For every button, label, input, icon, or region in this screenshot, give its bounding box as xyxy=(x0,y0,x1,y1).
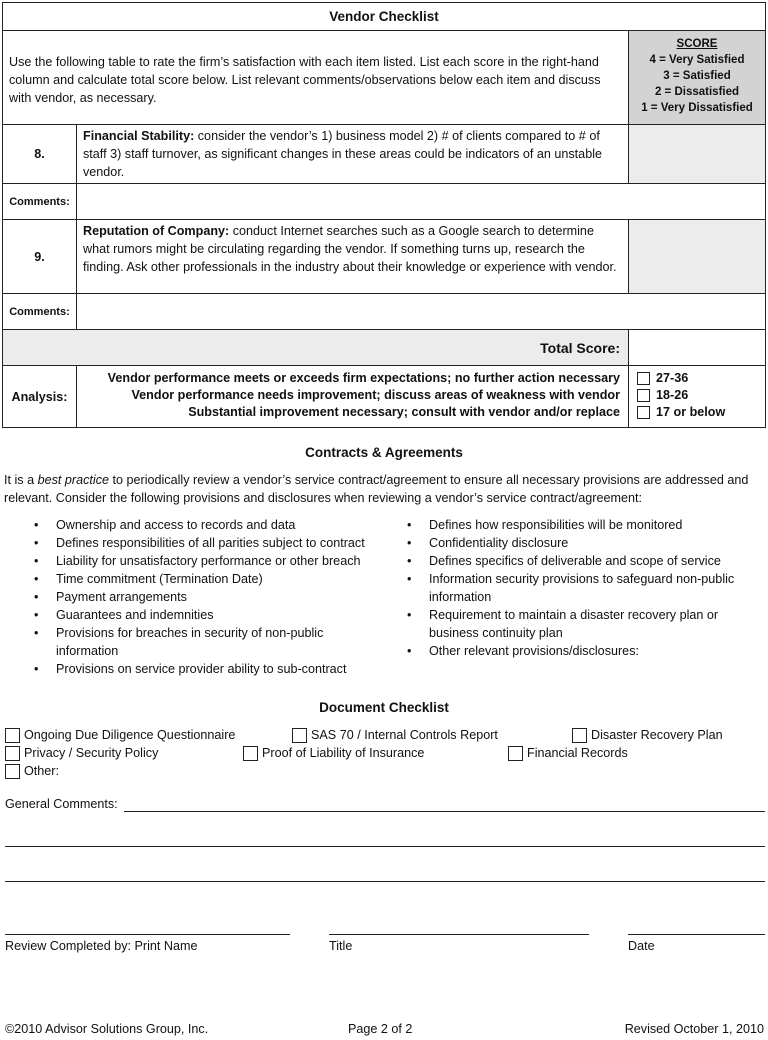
doc-checkbox-item[interactable] xyxy=(5,744,158,762)
vendor-checklist-title: Vendor Checklist xyxy=(3,3,766,31)
checkbox[interactable] xyxy=(637,389,650,402)
item-text: conduct Internet searches such as a Google search to determine what rumors might be circulating regarding the vendor. If something turns up, research the finding. Ask other professionals in the industry about their knowledge or experience with vendor. xyxy=(83,224,617,274)
item-heading: Reputation of Company: xyxy=(83,224,230,238)
doc-checkbox-item[interactable] xyxy=(292,726,498,744)
checkbox[interactable] xyxy=(243,746,258,761)
range-option[interactable] xyxy=(637,404,765,421)
checkbox[interactable] xyxy=(292,728,307,743)
score-heading: SCORE xyxy=(676,38,718,50)
range-label: 18-26 xyxy=(656,388,689,402)
list-item: • Other relevant provisions/disclosures: xyxy=(405,642,765,660)
analysis-label: Analysis: xyxy=(3,366,77,428)
list-item: • Requirement to maintain a disaster recovery plan or business continuity plan xyxy=(405,606,765,642)
general-comments-line[interactable] xyxy=(5,846,765,847)
list-item: • Defines how responsibilities will be monitored xyxy=(405,516,765,534)
best-practice-emphasis: best practice xyxy=(37,473,109,487)
list-item: • Payment arrangements xyxy=(32,588,392,606)
analysis-line: Vendor performance needs improvement; discuss areas of weakness with vendor xyxy=(131,388,620,402)
doc-label: Other: xyxy=(24,764,59,778)
print-name-label: Review Completed by: Print Name xyxy=(5,939,198,953)
analysis-line: Substantial improvement necessary; consult with vendor and/or replace xyxy=(188,405,620,419)
footer-copyright: ©2010 Advisor Solutions Group, Inc. xyxy=(5,1022,209,1036)
contracts-paragraph: It is a best practice to periodically review a vendor’s service contract/agreement to ensure all necessary provisions are addressed and relevant. Consider the following provisions and disclosures when reviewing a vendor’s service contract/agreement: xyxy=(4,473,749,505)
checkbox[interactable] xyxy=(5,728,20,743)
analysis-ranges xyxy=(629,366,766,428)
footer-page-number: Page 2 of 2 xyxy=(348,1022,413,1036)
doc-checkbox-item[interactable] xyxy=(508,744,628,762)
list-item: • Defines specifics of deliverable and scope of service xyxy=(405,552,765,570)
doc-checkbox-item[interactable] xyxy=(5,762,59,780)
date-label: Date xyxy=(628,939,655,953)
list-item: • Guarantees and indemnities xyxy=(32,606,392,624)
intro-text: Use the following table to rate the firm’s satisfaction with each item listed. List each score in the right-hand column and calculate total score below. List relevant comments/observations below each item and discuss with vendor, as necessary. xyxy=(3,31,629,125)
score-line: 1 = Very Dissatisfied xyxy=(641,102,753,114)
doc-label: Proof of Liability of Insurance xyxy=(262,746,425,760)
checkbox[interactable] xyxy=(5,746,20,761)
item-description xyxy=(77,220,629,294)
date-line[interactable] xyxy=(628,934,765,935)
contracts-left-list xyxy=(32,516,392,678)
list-item: • Confidentiality disclosure xyxy=(405,534,765,552)
analysis-lines xyxy=(77,366,629,428)
list-item: • Provisions for breaches in security of non-public information xyxy=(32,624,392,660)
list-item: • Information security provisions to safeguard non-public information xyxy=(405,570,765,606)
checkbox[interactable] xyxy=(5,764,20,779)
general-comments-line[interactable] xyxy=(5,881,765,882)
score-legend xyxy=(629,31,766,125)
item-number: 9. xyxy=(3,220,77,294)
general-comments-line[interactable] xyxy=(124,811,765,812)
comments-field[interactable] xyxy=(77,184,766,220)
score-entry-cell[interactable] xyxy=(629,220,766,294)
comments-label: Comments: xyxy=(3,184,77,220)
item-text: consider the vendor’s 1) business model 2) # of clients compared to # of staff 3) staff turnover, as significant changes in these areas could be indicators of an unstable vendor. xyxy=(83,129,602,179)
doc-label: Ongoing Due Diligence Questionnaire xyxy=(24,728,236,742)
comments-field[interactable] xyxy=(77,294,766,330)
checkbox[interactable] xyxy=(637,372,650,385)
document-checklist-title: Document Checklist xyxy=(319,700,449,715)
doc-label: Disaster Recovery Plan xyxy=(591,728,723,742)
print-name-line[interactable] xyxy=(5,934,290,935)
doc-checkbox-item[interactable] xyxy=(243,744,424,762)
doc-checkbox-item[interactable] xyxy=(572,726,723,744)
doc-label: Privacy / Security Policy xyxy=(24,746,159,760)
title-line[interactable] xyxy=(329,934,589,935)
list-item: • Defines responsibilities of all parities subject to contract xyxy=(32,534,392,552)
item-description xyxy=(77,125,629,184)
range-option[interactable] xyxy=(637,370,765,387)
title-label: Title xyxy=(329,939,353,953)
list-item: • Liability for unsatisfactory performance or other breach xyxy=(32,552,392,570)
contracts-right-list xyxy=(405,516,765,660)
range-label: 27-36 xyxy=(656,371,689,385)
item-heading: Financial Stability: xyxy=(83,129,195,143)
contracts-title: Contracts & Agreements xyxy=(305,445,463,460)
checkbox[interactable] xyxy=(508,746,523,761)
score-line: 4 = Very Satisfied xyxy=(649,54,745,66)
range-label: 17 or below xyxy=(656,405,726,419)
list-item: • Ownership and access to records and data xyxy=(32,516,392,534)
doc-label: SAS 70 / Internal Controls Report xyxy=(311,728,498,742)
total-score-field[interactable] xyxy=(629,330,766,366)
total-score-label: Total Score: xyxy=(3,330,629,366)
score-entry-cell[interactable] xyxy=(629,125,766,184)
vendor-checklist-table xyxy=(2,2,766,428)
score-line: 2 = Dissatisfied xyxy=(654,86,740,98)
analysis-line: Vendor performance meets or exceeds firm expectations; no further action necessary xyxy=(107,371,620,385)
doc-label: Financial Records xyxy=(527,746,628,760)
item-number: 8. xyxy=(3,125,77,184)
score-line: 3 = Satisfied xyxy=(663,70,731,82)
checkbox[interactable] xyxy=(637,406,650,419)
list-item: • Time commitment (Termination Date) xyxy=(32,570,392,588)
comments-label: Comments: xyxy=(3,294,77,330)
footer-revised-date: Revised October 1, 2010 xyxy=(624,1022,764,1036)
doc-checkbox-item[interactable] xyxy=(5,726,235,744)
range-option[interactable] xyxy=(637,387,765,404)
checkbox[interactable] xyxy=(572,728,587,743)
general-comments-label: General Comments: xyxy=(5,797,118,811)
list-item: • Provisions on service provider ability to sub-contract xyxy=(32,660,392,678)
